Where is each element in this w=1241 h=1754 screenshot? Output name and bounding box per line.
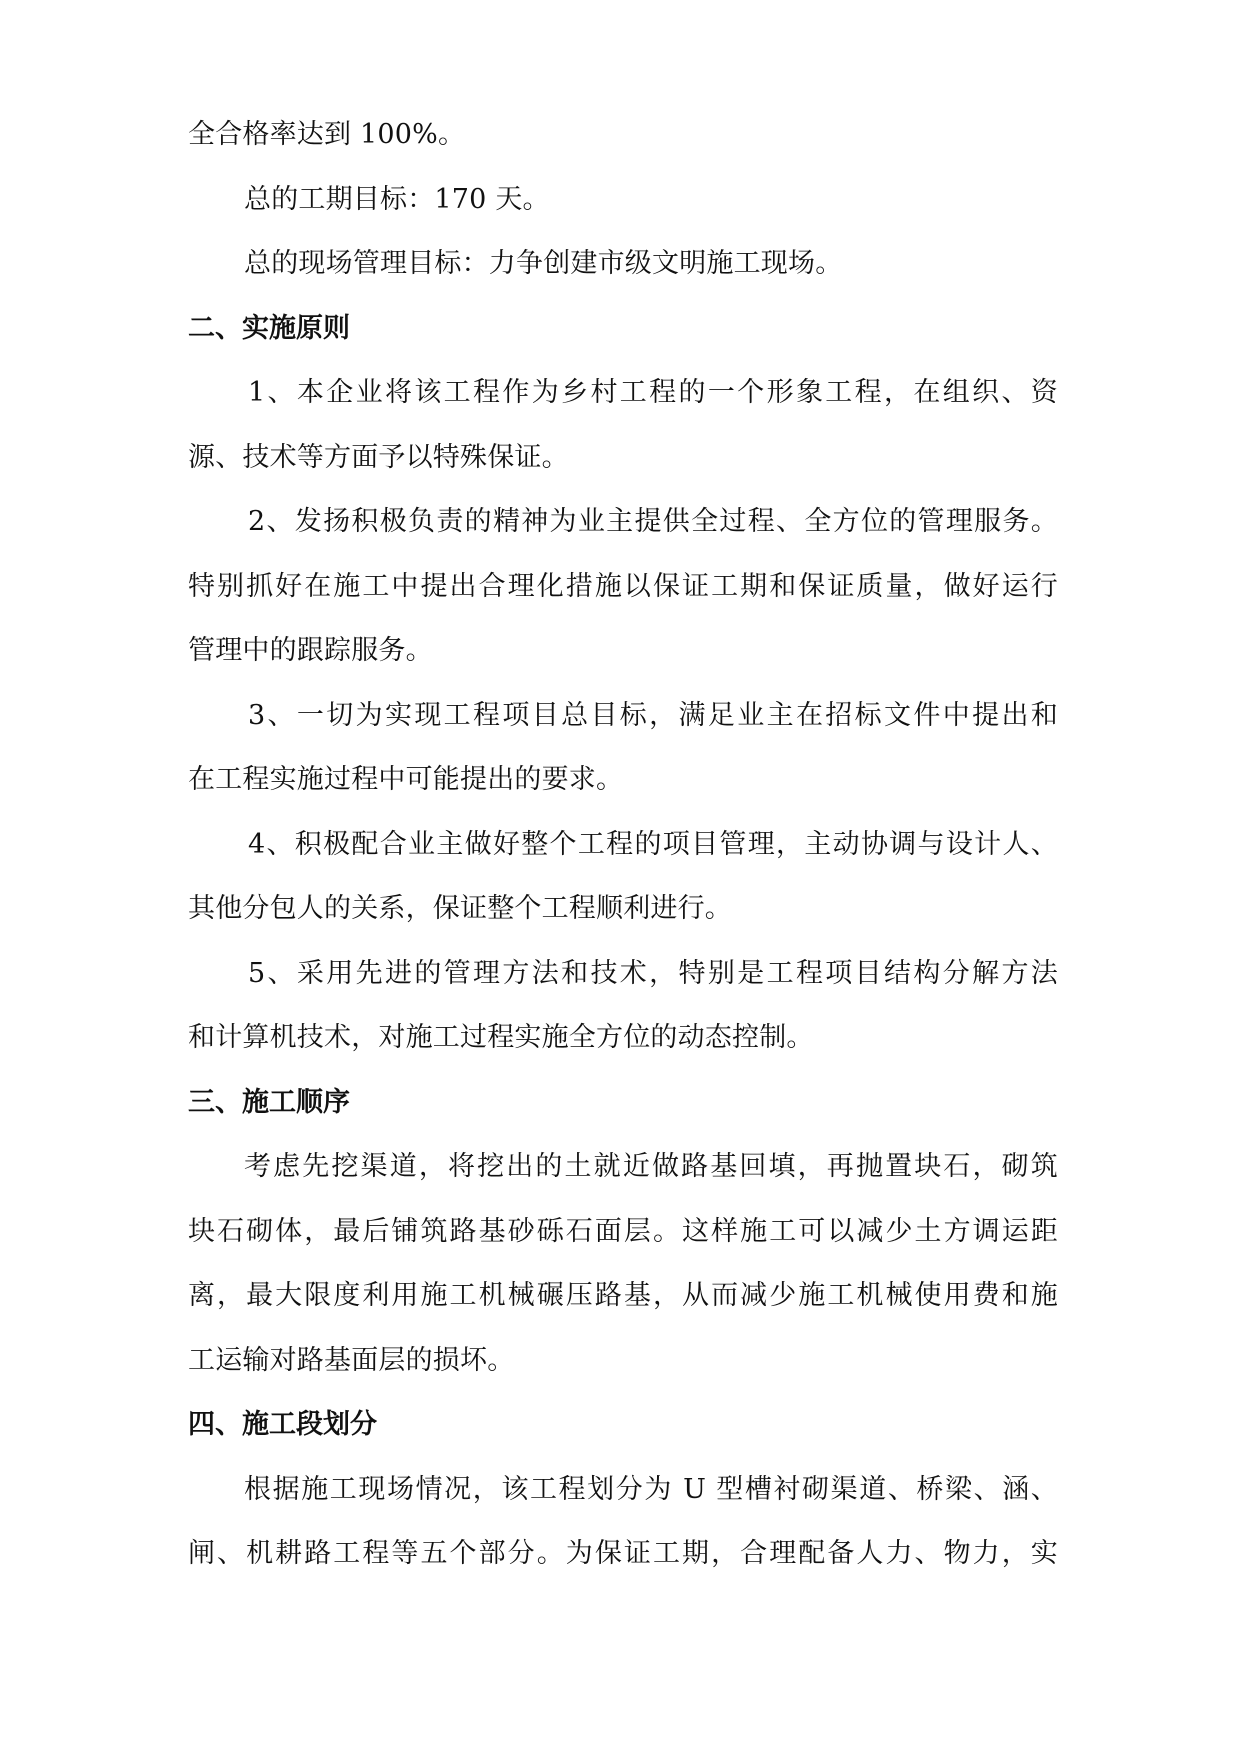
paragraph-line: 3、一切为实现工程项目总目标，满足业主在招标文件中提出和 (248, 699, 1058, 731)
paragraph-line: 特别抓好在施工中提出合理化措施以保证工期和保证质量，做好运行 (188, 570, 1058, 602)
paragraph-line: 根据施工现场情况，该工程划分为 U 型槽衬砌渠道、桥梁、涵、 (244, 1473, 1058, 1505)
paragraph-line: 全合格率达到 100%。 (188, 119, 466, 150)
paragraph-line: 工运输对路基面层的损坏。 (188, 1344, 515, 1376)
paragraph-line: 离，最大限度利用施工机械碾压路基，从而减少施工机械使用费和施 (188, 1280, 1058, 1311)
paragraph-line: 闸、机耕路工程等五个部分。为保证工期，合理配备人力、物力，实 (188, 1538, 1058, 1569)
paragraph-line: 在工程实施过程中可能提出的要求。 (188, 764, 624, 795)
paragraph-line: 管理中的跟踪服务。 (188, 635, 433, 666)
section-heading: 四、施工段划分 (188, 1409, 377, 1440)
paragraph-line: 源、技术等方面予以特殊保证。 (188, 441, 569, 473)
paragraph-line: 和计算机技术，对施工过程实施全方位的动态控制。 (188, 1022, 814, 1053)
paragraph-line: 2、发扬积极负责的精神为业主提供全过程、全方位的管理服务。 (248, 506, 1058, 537)
paragraph-line: 总的工期目标：170 天。 (244, 183, 550, 215)
paragraph-line: 其他分包人的关系，保证整个工程顺利进行。 (188, 893, 732, 924)
paragraph-line: 1、本企业将该工程作为乡村工程的一个形象工程，在组织、资 (248, 377, 1058, 408)
section-heading: 三、施工顺序 (188, 1086, 350, 1118)
paragraph-line: 4、积极配合业主做好整个工程的项目管理，主动协调与设计人、 (248, 828, 1058, 860)
paragraph-line: 块石砌体，最后铺筑路基砂砾石面层。这样施工可以减少土方调运距 (188, 1215, 1058, 1247)
section-heading: 二、实施原则 (188, 312, 350, 344)
document-body (188, 103, 1058, 1587)
paragraph-line: 5、采用先进的管理方法和技术，特别是工程项目结构分解方法 (248, 957, 1058, 989)
paragraph-line: 考虑先挖渠道，将挖出的土就近做路基回填，再抛置块石，砌筑 (244, 1151, 1058, 1182)
paragraph-line: 总的现场管理目标：力争创建市级文明施工现场。 (244, 248, 843, 279)
